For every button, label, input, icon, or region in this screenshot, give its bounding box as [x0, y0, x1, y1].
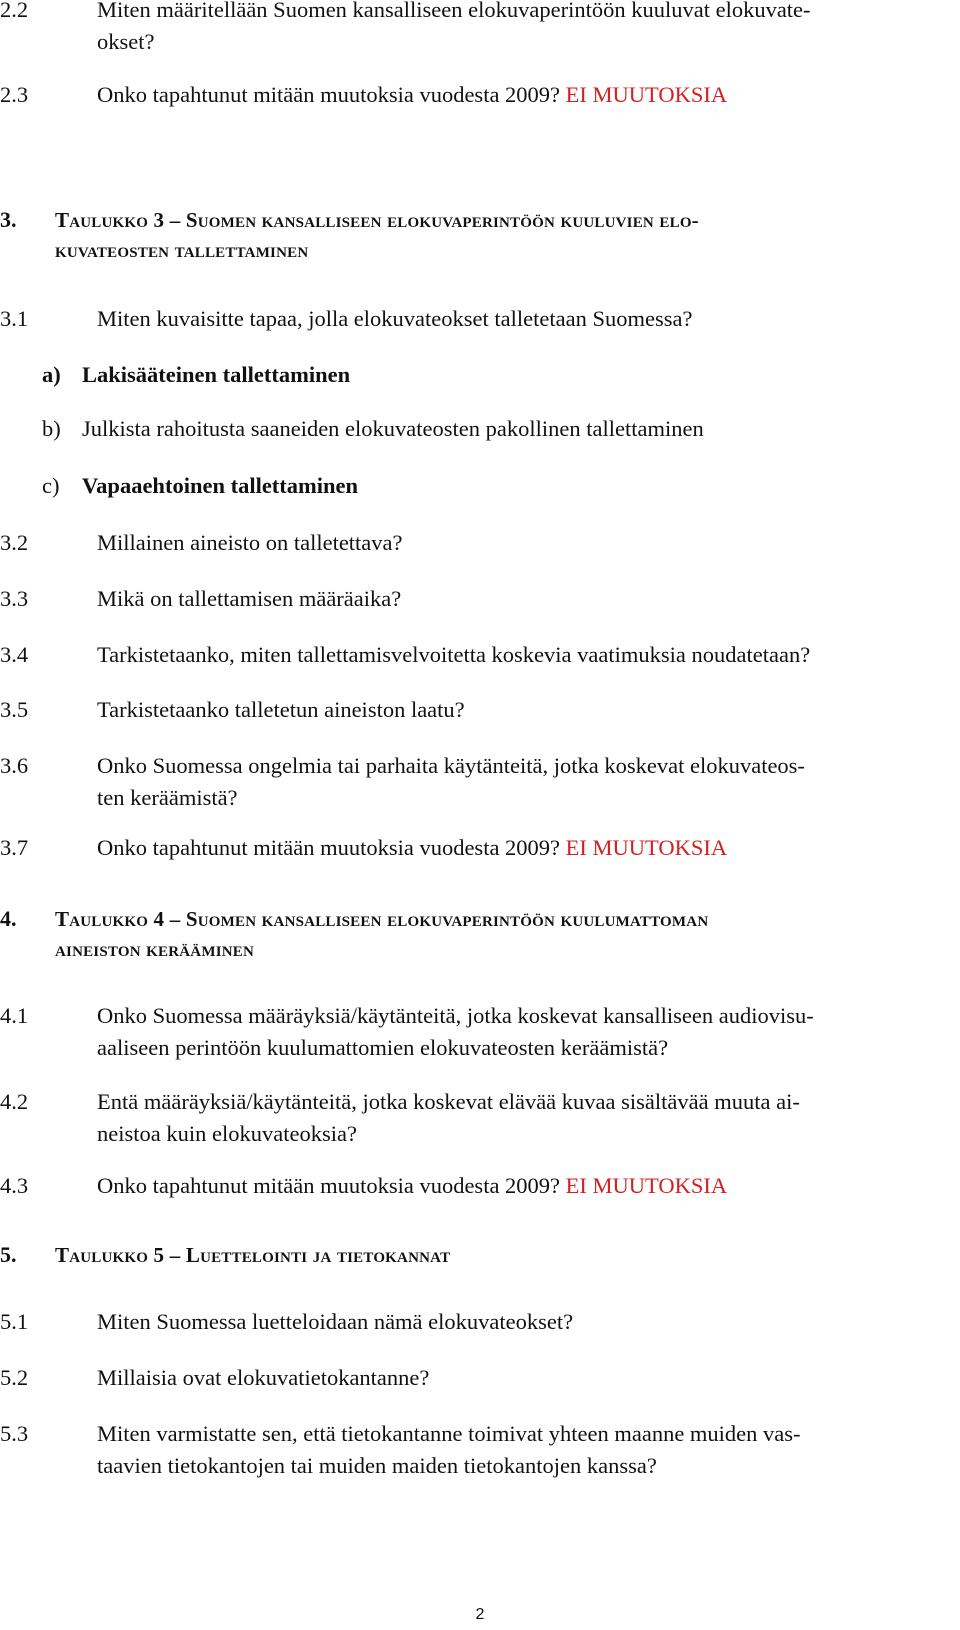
question-3-3 [0, 583, 960, 615]
section-title-line2: kuvateosten tallettaminen [55, 238, 309, 262]
section-title-line1: Taulukko 3 – Suomen kansalliseen elokuvaperintöön kuuluvien elo- [55, 208, 699, 232]
no-changes-note: EI MUUTOKSIA [565, 835, 728, 860]
question-text: Mikä on tallettamisen määräaika? [97, 586, 402, 611]
page-number: 2 [475, 1606, 485, 1623]
question-4-3 [0, 1170, 960, 1202]
question-text [97, 0, 960, 58]
question-number: 3.1 [0, 306, 29, 331]
question-text [97, 1000, 960, 1064]
question-text-line1: Onko tapahtunut mitään muutoksia vuodesta 2009? [97, 82, 561, 107]
question-number: 5.2 [0, 1365, 29, 1390]
question-2-2 [0, 0, 960, 58]
question-number: 3.2 [0, 530, 29, 555]
question-2-3 [0, 79, 960, 111]
section-number: 5. [0, 1242, 17, 1267]
option-text: Vapaaehtoinen tallettaminen [82, 473, 359, 498]
question-text [97, 750, 960, 814]
question-number: 5.1 [0, 1309, 29, 1334]
question-3-5 [0, 694, 960, 726]
section-title [55, 904, 960, 964]
question-text [97, 79, 960, 111]
question-text-line2: aaliseen perintöön kuulumattomien elokuvateosten keräämistä? [97, 1035, 669, 1060]
question-number: 5.3 [0, 1421, 29, 1446]
option-c [42, 470, 358, 502]
question-text: Millaisia ovat elokuvatietokantanne? [97, 1365, 430, 1390]
section-title-line1: Taulukko 4 – Suomen kansalliseen elokuvaperintöön kuulumattoman [55, 907, 709, 931]
question-text [97, 1418, 960, 1482]
question-text-line2: okset? [97, 29, 155, 54]
question-3-1 [0, 303, 960, 335]
question-text-line1: Entä määräyksiä/käytänteitä, jotka koskevat elävää kuvaa sisältävää muuta ai- [97, 1089, 800, 1114]
question-text [97, 832, 960, 864]
question-text: Millainen aineisto on talletettava? [97, 530, 403, 555]
section-title: Taulukko 5 – Luettelointi ja tietokannat [55, 1243, 451, 1267]
option-text: Lakisääteinen tallettaminen [82, 362, 351, 387]
section-number: 3. [0, 207, 17, 232]
option-a [42, 359, 350, 391]
question-5-2 [0, 1362, 960, 1394]
question-4-2 [0, 1086, 960, 1150]
question-text: Miten kuvaisitte tapaa, jolla elokuvateokset talletetaan Suomessa? [97, 306, 693, 331]
question-5-1 [0, 1306, 960, 1338]
section-title [55, 205, 960, 265]
question-text-line1: Miten määritellään Suomen kansalliseen elokuvaperintöön kuuluvat elokuvate- [97, 0, 811, 22]
question-number: 4.1 [0, 1003, 29, 1028]
question-text-line1: Onko Suomessa ongelmia tai parhaita käytänteitä, jotka koskevat elokuvateos- [97, 753, 805, 778]
no-changes-note: EI MUUTOKSIA [565, 1173, 728, 1198]
question-3-4 [0, 639, 960, 671]
section-4-heading [0, 904, 960, 964]
question-text-line2: neistoa kuin elokuvateoksia? [97, 1121, 357, 1146]
question-number: 3.5 [0, 697, 29, 722]
question-text [97, 1086, 960, 1150]
question-text-line2: taavien tietokantojen tai muiden maiden tietokantojen kanssa? [97, 1453, 657, 1478]
question-number: 4.3 [0, 1173, 29, 1198]
question-number: 3.6 [0, 753, 29, 778]
question-text-line1: Onko tapahtunut mitään muutoksia vuodesta 2009? [97, 835, 561, 860]
option-b [42, 413, 704, 445]
question-number: 2.2 [0, 0, 29, 22]
question-3-2 [0, 527, 960, 559]
section-3-heading [0, 205, 960, 265]
no-changes-note: EI MUUTOKSIA [565, 82, 728, 107]
question-3-6 [0, 750, 960, 814]
option-label: c) [42, 473, 60, 498]
section-number: 4. [0, 906, 17, 931]
question-number: 4.2 [0, 1089, 29, 1114]
question-number: 2.3 [0, 82, 29, 107]
question-3-7 [0, 832, 960, 864]
question-text: Miten Suomessa luetteloidaan nämä elokuvateokset? [97, 1309, 574, 1334]
question-5-3 [0, 1418, 960, 1482]
question-text [97, 1170, 960, 1202]
section-5-heading [0, 1240, 960, 1270]
option-label: a) [42, 362, 61, 387]
question-number: 3.7 [0, 835, 29, 860]
question-4-1 [0, 1000, 960, 1064]
question-text: Tarkistetaanko talletetun aineiston laatu? [97, 697, 465, 722]
option-text: Julkista rahoitusta saaneiden elokuvateosten pakollinen tallettaminen [82, 416, 704, 441]
question-text-line1: Miten varmistatte sen, että tietokantanne toimivat yhteen maanne muiden vas- [97, 1421, 801, 1446]
question-text: Tarkistetaanko, miten tallettamisvelvoitetta koskevia vaatimuksia noudatetaan? [97, 642, 811, 667]
question-text-line2: ten keräämistä? [97, 785, 238, 810]
section-title-line2: aineiston kerääminen [55, 937, 255, 961]
question-text-line1: Onko Suomessa määräyksiä/käytänteitä, jotka koskevat kansalliseen audiovisu- [97, 1003, 814, 1028]
question-text-line1: Onko tapahtunut mitään muutoksia vuodesta 2009? [97, 1173, 561, 1198]
question-number: 3.4 [0, 642, 29, 667]
option-label: b) [42, 416, 61, 441]
question-number: 3.3 [0, 586, 29, 611]
